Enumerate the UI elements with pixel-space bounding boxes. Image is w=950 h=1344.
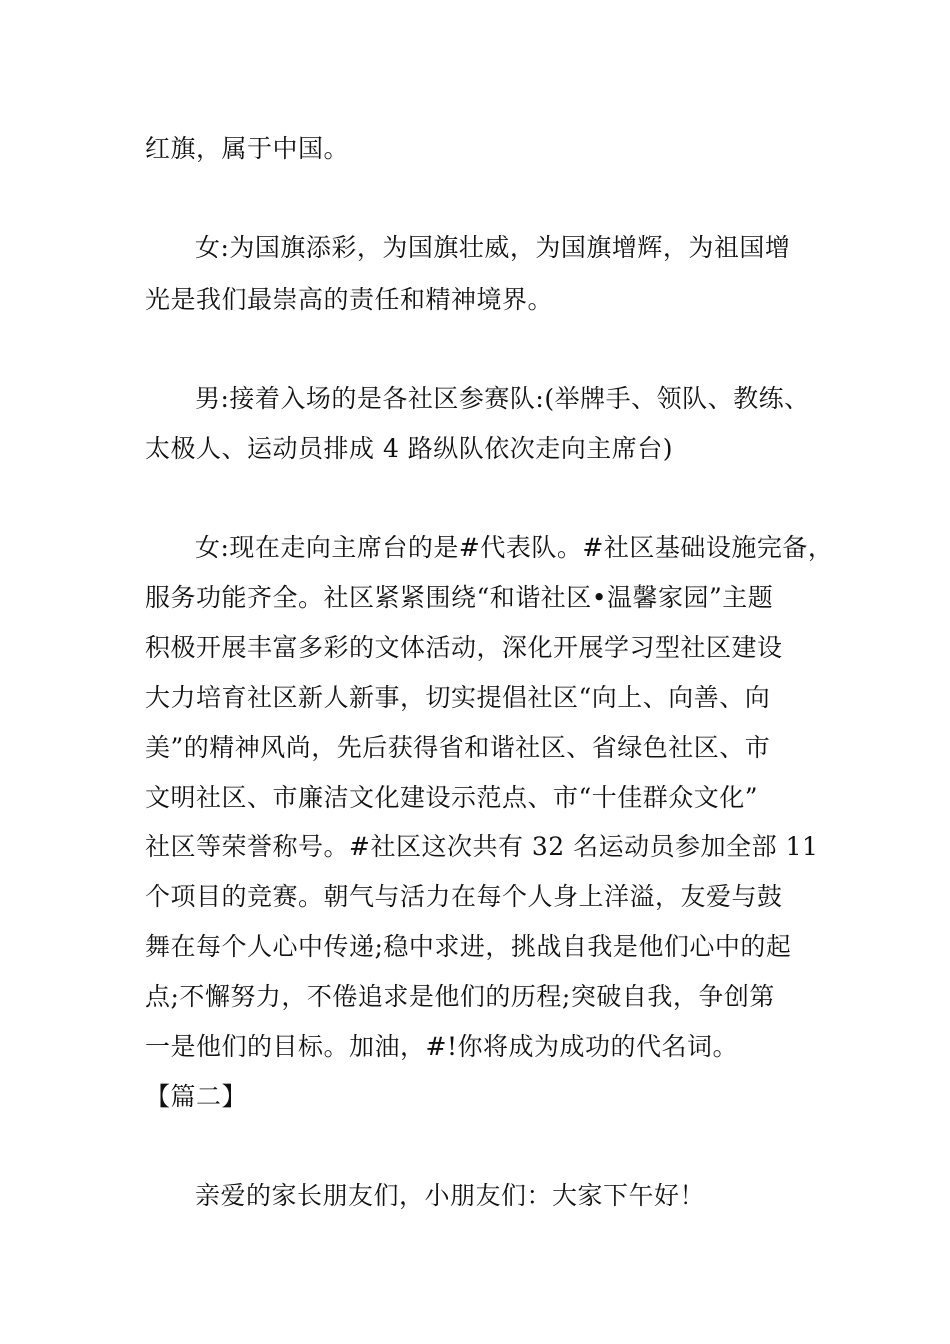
text-line-18: 亲爱的家长朋友们，小朋友们：大家下午好！: [195, 1181, 706, 1210]
text-line-13: 个项目的竞赛。朝气与活力在每个人身上洋溢，友爱与鼓: [145, 882, 783, 911]
text-line-4: 男:接着入场的是各社区参赛队:(举牌手、领队、教练、: [195, 384, 810, 413]
text-line-12: 社区等荣誉称号。#社区这次共有 32 名运动员参加全部 11: [145, 832, 819, 861]
text-line-5: 太极人、运动员排成 4 路纵队依次走向主席台): [145, 434, 674, 463]
text-line-6: 女:现在走向主席台的是#代表队。#社区基础设施完备，: [195, 533, 834, 562]
text-line-15: 点;不懈努力，不倦追求是他们的历程;突破自我，争创第: [145, 982, 775, 1011]
text-line-14: 舞在每个人心中传递;稳中求进，挑战自我是他们心中的起: [145, 932, 792, 961]
text-line-3: 光是我们最崇高的责任和精神境界。: [145, 285, 554, 314]
text-line-10: 美”的精神风尚，先后获得省和谐社区、省绿色社区、市: [145, 733, 771, 762]
text-line-11: 文明社区、市廉洁文化建设示范点、市“十佳群众文化”: [145, 783, 759, 812]
text-line-8: 积极开展丰富多彩的文体活动，深化开展学习型社区建设: [145, 633, 783, 662]
text-line-16: 一是他们的目标。加油，#!你将成为成功的代名词。: [145, 1032, 738, 1061]
text-line-7: 服务功能齐全。社区紧紧围绕“和谐社区•温馨家园”主题: [145, 583, 774, 612]
section-heading: 【篇二】: [145, 1082, 248, 1111]
text-line-1: 红旗，属于中国。: [145, 134, 350, 163]
text-line-2: 女:为国旗添彩，为国旗壮威，为国旗增辉，为祖国增: [195, 233, 791, 262]
text-line-9: 大力培育社区新人新事，切实提倡社区“向上、向善、向: [145, 683, 771, 712]
